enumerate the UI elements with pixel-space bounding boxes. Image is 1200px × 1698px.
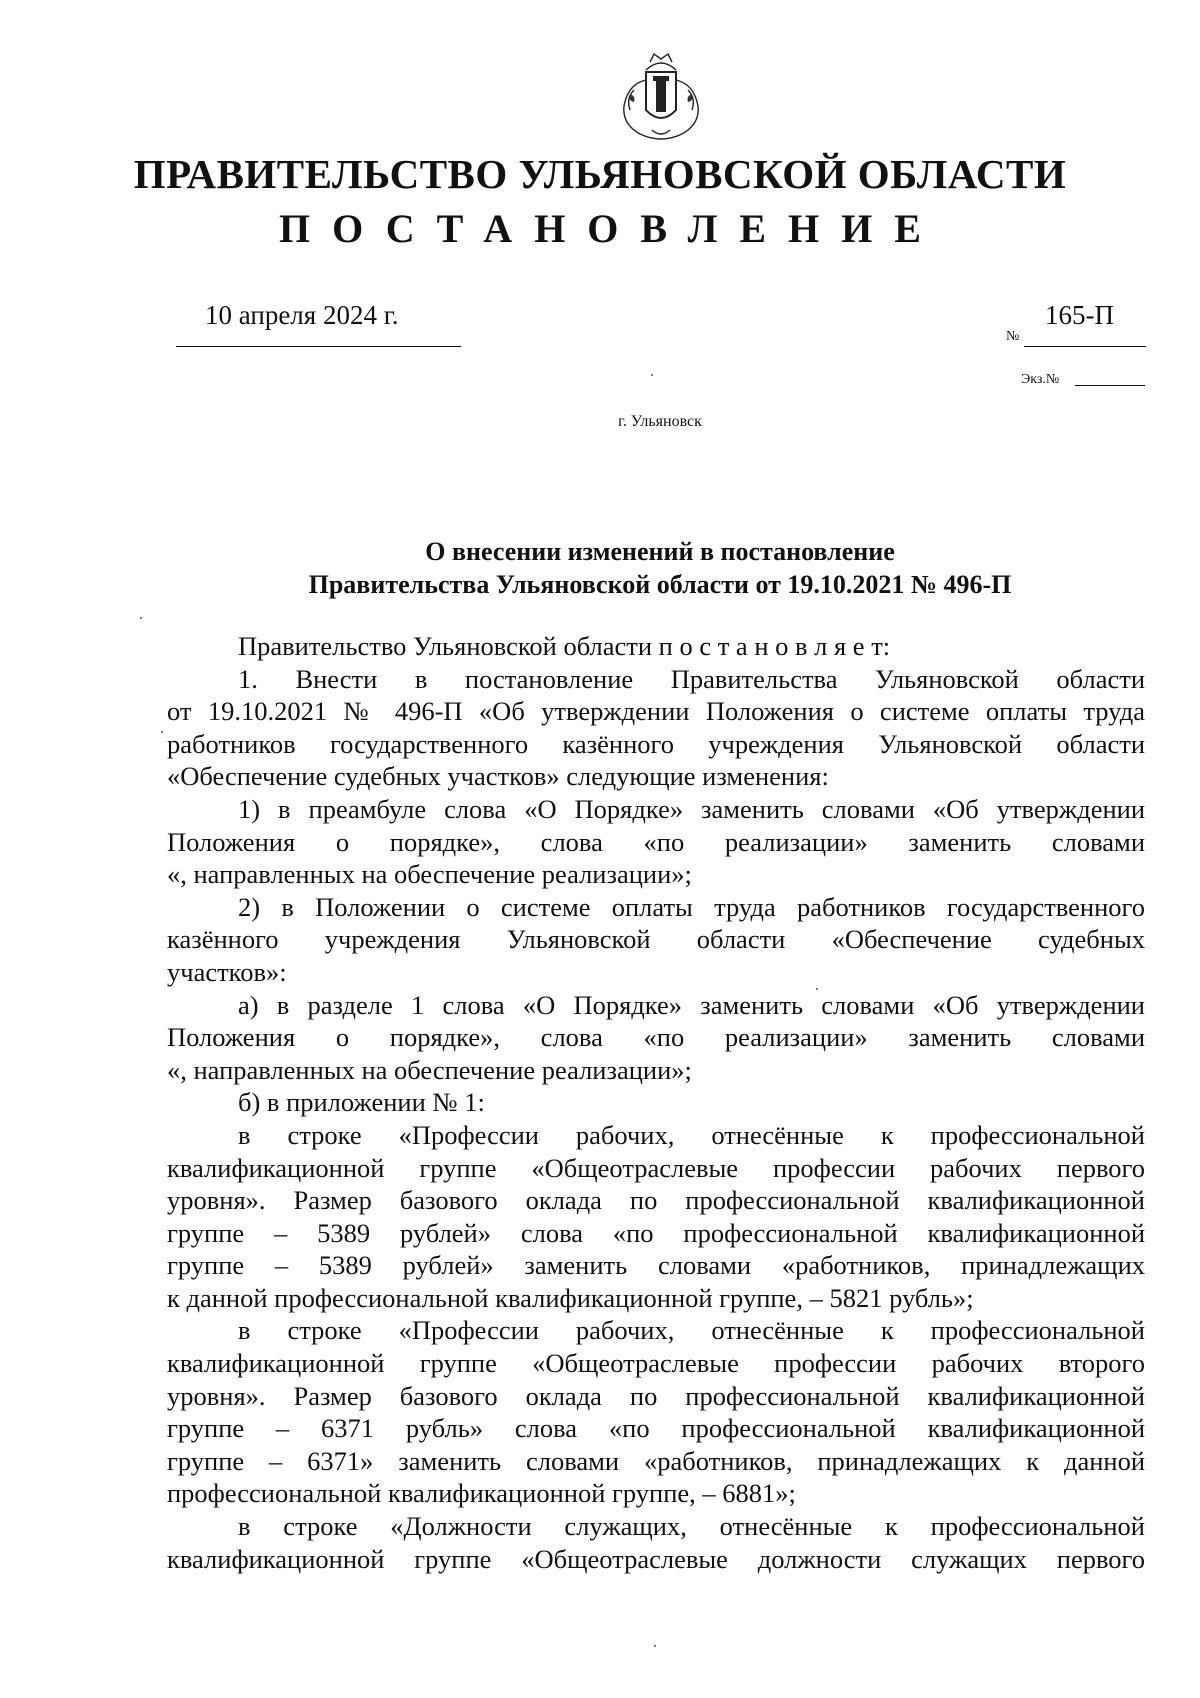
body-line: 1) в преамбуле слова «О Порядке» заменить словами «Об утверждении [238, 793, 1145, 824]
body-line: участков»: [167, 956, 287, 987]
body-line: квалификационной группе «Общеотраслевые должности служащих первого [167, 1543, 1145, 1574]
scan-speck [161, 731, 163, 733]
body-line: квалификационной группе «Общеотраслевые профессии рабочих второго [167, 1348, 1145, 1379]
document-subject [0, 535, 1200, 601]
date-underline [176, 346, 461, 347]
coat-of-arms-emblem [606, 50, 716, 150]
body-line: уровня». Размер базового оклада по профессиональной квалификационной [167, 1380, 1145, 1411]
document-number: 165-П [1045, 300, 1114, 330]
body-line: к данной профессиональной квалификационной группе, – 5821 рубль»; [167, 1282, 974, 1313]
document-date: 10 апреля 2024 г. [205, 300, 399, 330]
copy-number-label: Экз.№ [1021, 372, 1060, 387]
body-line: в строке «Профессии рабочих, отнесённые к профессиональной [238, 1119, 1145, 1150]
body-line: а) в разделе 1 слова «О Порядке» заменить словами «Об утверждении [238, 989, 1145, 1020]
scan-speck [140, 617, 142, 619]
body-line: в строке «Должности служащих, отнесённые к профессиональной [238, 1511, 1145, 1542]
body-line: «Обеспечение судебных участков» следующие изменения: [167, 761, 829, 792]
body-line: уровня». Размер базового оклада по профессиональной квалификационной [167, 1185, 1145, 1216]
body-line: «, направленных на обеспечение реализации»; [167, 859, 692, 890]
body-line: группе – 5389 рублей» слова «по профессиональной квалификационной [167, 1217, 1145, 1248]
document-type-heading: ПОСТАНОВЛЕНИЕ [279, 206, 943, 251]
scan-speck [651, 374, 653, 376]
organization-title: ПРАВИТЕЛЬСТВО УЛЬЯНОВСКОЙ ОБЛАСТИ [133, 151, 1067, 197]
body-line: б) в приложении № 1: [238, 1087, 485, 1118]
body-line: группе – 6371» заменить словами «работников, принадлежащих к данной [167, 1445, 1145, 1476]
number-sign-label: № [1006, 329, 1020, 344]
body-line: работников государственного казённого учреждения Ульяновской области [167, 728, 1145, 759]
scan-speck [654, 1645, 656, 1647]
body-line: «, направленных на обеспечение реализации»; [167, 1054, 692, 1085]
body-line: 2) в Положении о системе оплаты труда работников государственного [238, 891, 1145, 922]
copy-number-underline [1075, 385, 1145, 386]
body-line: профессиональной квалификационной группе, – 6881»; [167, 1478, 796, 1509]
number-underline [1024, 346, 1146, 347]
body-line: группе – 5389 рублей» заменить словами «работников, принадлежащих [167, 1250, 1145, 1281]
subject-line: Правительства Ульяновской области от 19.10.2021 № 496-П [308, 570, 1012, 599]
body-line: Положения о порядке», слова «по реализации» заменить словами [167, 826, 1145, 857]
subject-line: О внесении изменений в постановление [425, 537, 895, 566]
body-line: в строке «Профессии рабочих, отнесённые к профессиональной [238, 1315, 1145, 1346]
body-line: квалификационной группе «Общеотраслевые профессии рабочих первого [167, 1152, 1145, 1183]
body-line: от 19.10.2021 № 496-П «Об утверждении Положения о системе оплаты труда [167, 696, 1145, 727]
body-line: группе – 6371 рубль» слова «по профессиональной квалификационной [167, 1413, 1145, 1444]
body-line: Правительство Ульяновской области п о с т а н о в л я е т: [238, 631, 891, 661]
body-line: Положения о порядке», слова «по реализации» заменить словами [167, 1022, 1145, 1053]
document-body [167, 630, 1145, 1575]
city-label: г. Ульяновск [618, 413, 702, 430]
scan-speck [816, 988, 818, 990]
body-line: 1. Внести в постановление Правительства Ульяновской области [238, 663, 1145, 694]
body-line: казённого учреждения Ульяновской области «Обеспечение судебных [167, 924, 1145, 955]
